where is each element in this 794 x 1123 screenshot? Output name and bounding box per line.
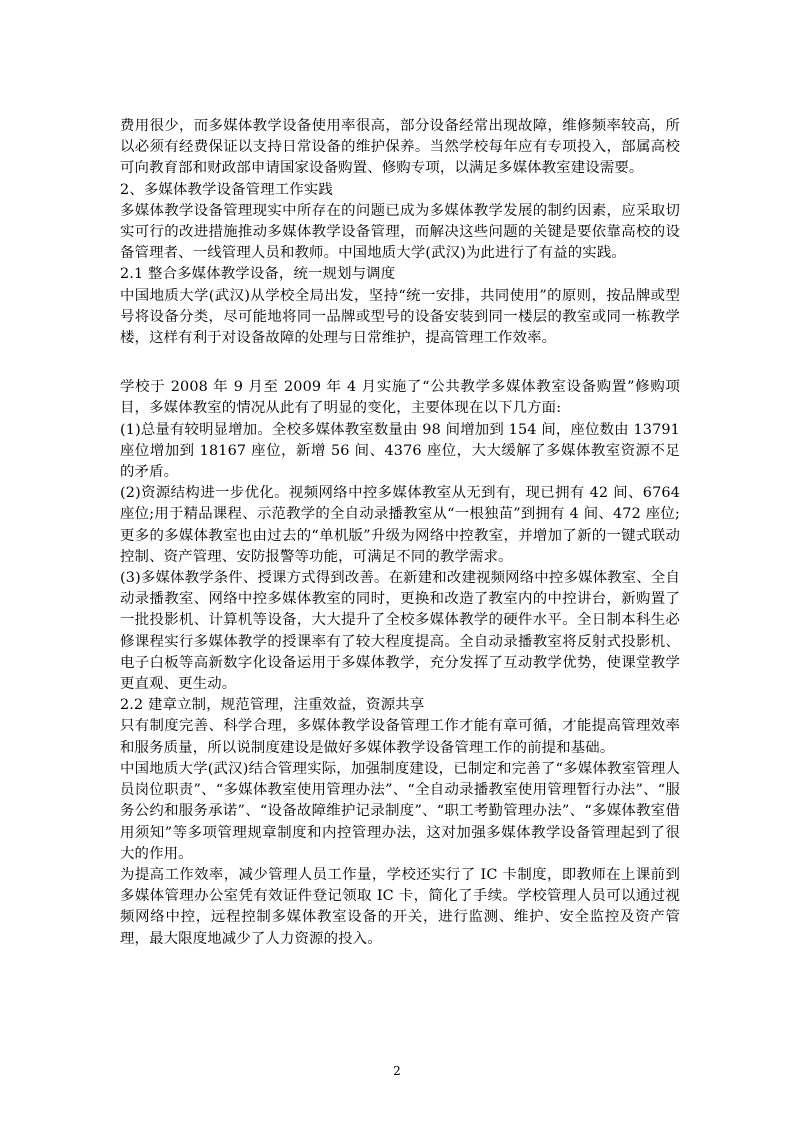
page-body: [120, 116, 680, 950]
list-item-2: (2)资源结构进一步优化。视频网络中控多媒体教室从无到有，现已拥有 42 间、6764 座位;用于精品课程、示范教学的全自动录播教室从“一根独苗”到拥有 4 间、472 座位;更多的多媒体教室也由过去的“单机版”升级为网络中控教室，并增加了新的一键式联动控制、资产管理、安防报警等功能，可满足不同的教学需求。: [120, 485, 680, 565]
subsection-heading-2-2: 2.2 建章立制，规范管理，注重效益，资源共享: [120, 697, 425, 714]
paragraph-integration: 中国地质大学(武汉)从学校全局出发，坚持“统一安排，共同使用”的原则，按品牌或型号将设备分类，尽可能地将同一品牌或型号的设备安装到同一楼层的教室或同一栋教学楼，这样有利于对设备故障的处理与日常维护，提高管理工作效率。: [120, 287, 680, 347]
paragraph-practice-intro: 多媒体教学设备管理现实中所存在的问题已成为多媒体教学发展的制约因素，应采取切实可行的改进措施推动多媒体教学设备管理，而解决这些问题的关键是要依靠高校的设备管理者、一线管理人员和教师。中国地质大学(武汉)为此进行了有益的实践。: [120, 202, 680, 262]
paragraph-funding: 费用很少，而多媒体教学设备使用率很高，部分设备经常出现故障，维修频率较高，所以必须有经费保证以支持日常设备的维护保养。当然学校每年应有专项投入，部属高校可向教育部和财政部申请国家设备购置、修购专项，以满足多媒体教室建设需要。: [120, 118, 680, 177]
paragraph-ic-card: 为提高工作效率，减少管理人员工作量，学校还实行了 IC 卡制度，即教师在上课前到多媒体管理办公室凭有效证件登记领取 IC 卡，简化了手续。学校管理人员可以通过视频网络中控，远程控制多媒体教室设备的开关，进行监测、维护、安全监控及资产管理，最大限度地减少了人力资源的投入。: [120, 866, 680, 947]
section-heading-2: 2、多媒体教学设备管理工作实践: [120, 181, 333, 198]
paragraph-system: 只有制度完善、科学合理，多媒体教学设备管理工作才能有章可循，才能提高管理效率和服务质量，所以说制度建设是做好多媒体教学设备管理工作的前提和基础。: [120, 718, 680, 756]
paragraph-regulations: 中国地质大学(武汉)结合管理实际，加强制度建设，已制定和完善了“多媒体教室管理人员岗位职责”、“多媒体教室使用管理办法”、“全自动录播教室使用管理暂行办法”、“服务公约和服务承诺”、“设备故障维护记录制度”、“职工考勤管理办法”、“多媒体教室借用须知”等多项管理规章制度和内控管理办法，这对加强多媒体教学设备管理起到了很大的作用。: [120, 760, 680, 862]
subsection-heading-2-1: 2.1 整合多媒体教学设备，统一规划与调度: [120, 266, 396, 283]
list-item-3: (3)多媒体教学条件、授课方式得到改善。在新建和改建视频网络中控多媒体教室、全自动录播教室、网络中控多媒体教室的同时，更换和改造了教室内的中控讲台，新购置了一批投影机、计算机等设备，大大提升了全校多媒体教学的硬件水平。全日制本科生必修课程实行多媒体教学的授课率有了较大程度提高。全自动录播教室将反射式投影机、电子白板等高新数字化设备运用于多媒体教学，充分发挥了互动教学优势，使课堂教学更直观、更生动。: [120, 570, 680, 693]
paragraph-project: 学校于 2008 年 9 月至 2009 年 4 月实施了“公共教学多媒体教室设备购置”修购项目，多媒体教室的情况从此有了明显的变化，主要体现在以下几方面:: [120, 379, 680, 417]
paragraph-gap: [120, 349, 680, 377]
page-number: 2: [393, 1064, 401, 1078]
list-item-1: (1)总量有较明显增加。全校多媒体教室数量由 98 间增加到 154 间，座位数由 13791 座位增加到 18167 座位，新增 56 间、4376 座位，大大缓解了多媒体教室资源不足的矛盾。: [120, 421, 680, 481]
